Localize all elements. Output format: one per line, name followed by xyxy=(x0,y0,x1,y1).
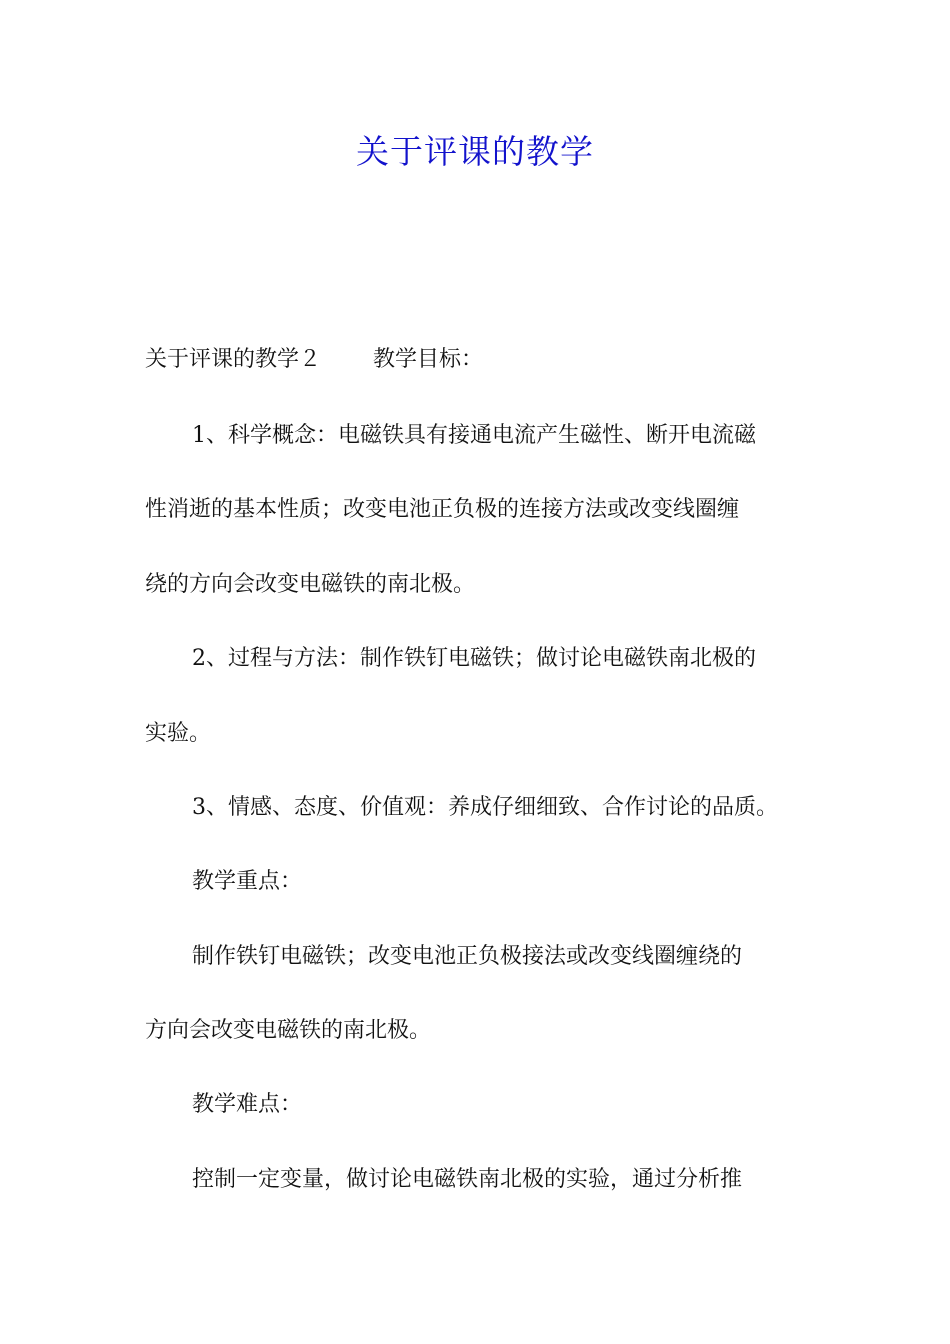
section-heading-difficulties: 教学难点： xyxy=(192,1092,303,1117)
section-heading-key-points: 教学重点： xyxy=(192,869,303,894)
paragraph-line: 3、情感、态度、价值观：养成仔细细致、合作讨论的品质。 xyxy=(192,795,778,820)
document-title: 关于评课的教学 xyxy=(356,132,594,171)
section-heading-objectives: 教学目标： xyxy=(373,347,484,372)
paragraph-line: 实验。 xyxy=(145,721,212,746)
intro-line xyxy=(145,344,825,376)
paragraph-line: 控制一定变量，做讨论电磁铁南北极的实验，通过分析推 xyxy=(192,1167,743,1192)
paragraph-line: 2、过程与方法：制作铁钉电磁铁；做讨论电磁铁南北极的 xyxy=(192,646,756,671)
paragraph-line: 性消逝的基本性质；改变电池正负极的连接方法或改变线圈缠 xyxy=(145,497,740,522)
paragraph-line: 1、科学概念：电磁铁具有接通电流产生磁性、断开电流磁 xyxy=(192,423,756,448)
paragraph-line: 制作铁钉电磁铁；改变电池正负极接法或改变线圈缠绕的 xyxy=(192,944,743,969)
intro-lead: 关于评课的教学２ xyxy=(145,347,322,372)
paragraph-line: 绕的方向会改变电磁铁的南北极。 xyxy=(145,572,476,597)
paragraph-line: 方向会改变电磁铁的南北极。 xyxy=(145,1018,432,1043)
